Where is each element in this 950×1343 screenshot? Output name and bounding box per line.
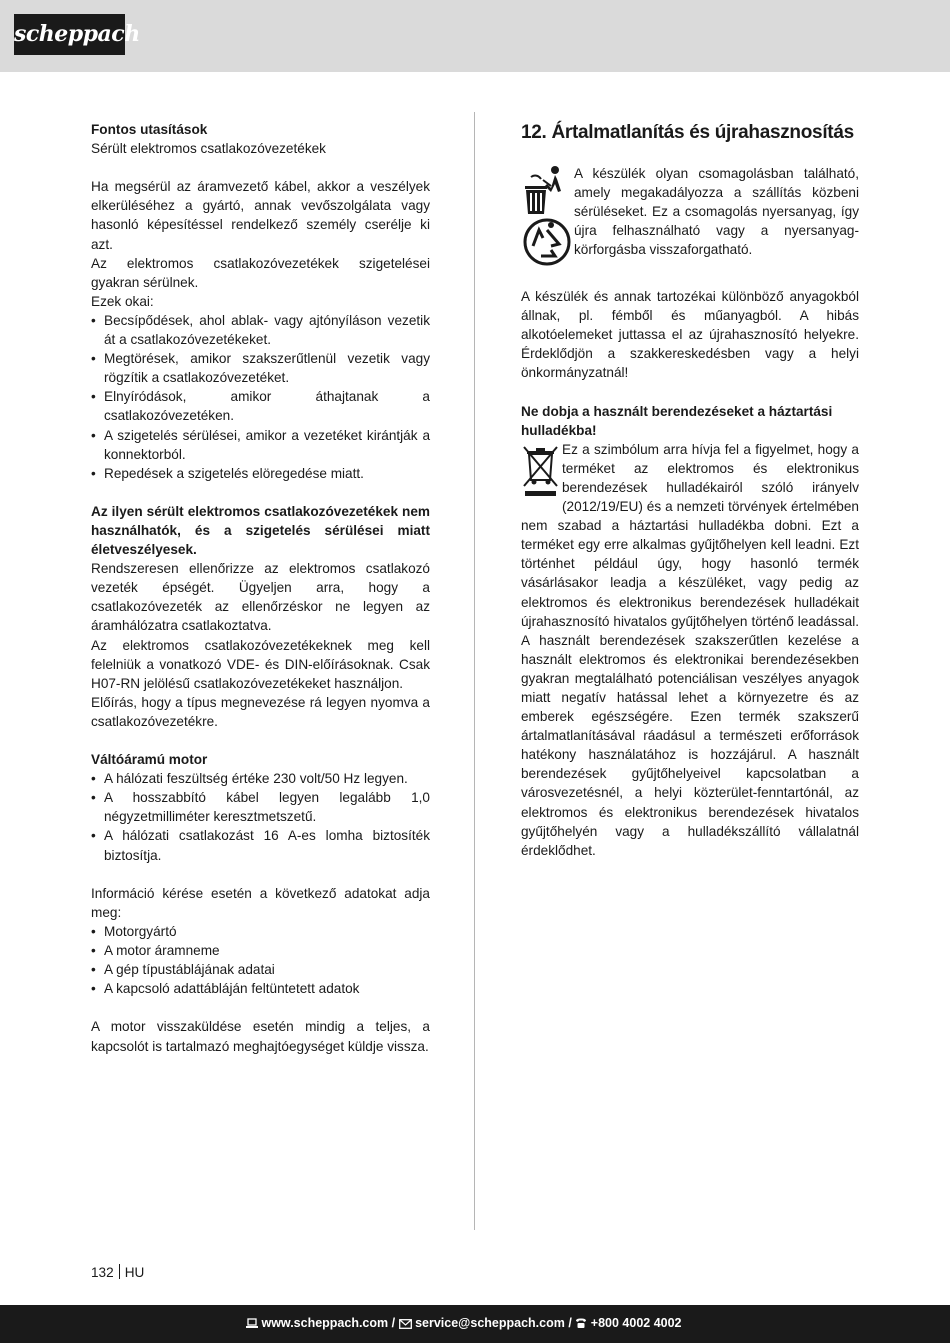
language-code: HU [124,1265,145,1280]
crossed-bin-weee-icon [521,444,560,498]
list-item: • A kapcsoló adattábláján feltüntetett adatok [91,979,430,998]
damaged-cables-subheading: Sérült elektromos csatlakozóvezetékek [91,141,326,157]
laptop-icon [246,1318,258,1329]
section-title: 12. Ártalmatlanítás és újrahasznosítás [521,122,854,143]
email-link[interactable]: service@scheppach.com [415,1316,565,1330]
contact-footer: www.scheppach.com / service@scheppach.com / +800 4002 4002 [0,1305,950,1343]
recycling-icon [521,216,573,268]
causes-intro: Ezek okai: [91,293,154,309]
insulation-paragraph: Az elektromos csatlakozóvezetékek szigetelései gyakran sérülnek. [91,255,430,290]
page-number: 132 [91,1265,114,1280]
page-number-block [91,1263,144,1282]
packaging-text: A készülék olyan csomagolásban található, amely megakadályozza a szállítás közbeni sérüléseket. Ez a csomagolás nyersanyag, így újra felhasználható vagy a nyersanyag-körforgásba visszaforgatható. [574,166,859,258]
weee-heading: Ne dobja a használt berendezéseket a háztartási hulladékba! [521,403,833,438]
brand-logo: scheppach [14,14,125,55]
marking-paragraph: Előírás, hogy a típus megnevezése rá legyen nyomva a csatlakozóvezetékre. [91,694,430,729]
important-heading: Fontos utasítások [91,122,208,137]
causes-list [91,311,430,483]
list-item: • Repedések a szigetelés elöregedése miatt. [91,464,430,483]
cable-replacement-paragraph: Ha megsérül az áramvezető kábel, akkor a veszélyek elkerüléséhez a gyártó, annak vevőszolgálata vagy hasonló képesítéssel rendelkező személy cserélje ki azt. [91,179,430,252]
trash-bin-icon [521,164,573,216]
inspection-paragraph: Rendszeresen ellenőrizze az elektromos csatlakozó vezeték épségét. Ügyeljen arra, hogy a csatlakozóvezeték az ellenőrzéskor ne legyen az áramhálózatra csatlakoztatva. [91,561,430,634]
left-column [91,120,430,1056]
materials-text: A készülék és annak tartozékai különböző anyagokból állnak, pl. fémből és műanyagból. A hibás alkotóelemeket juttassa el az újrahasznosító helyekre. Érdeklődjön a szakkereskedésben vagy a helyi önkormányzatnál! [521,289,859,381]
disposal-icons [521,164,573,268]
list-item: • Megtörések, amikor szakszerűtlenül vezetik vagy rögzítik a csatlakozóvezetéket. [91,349,430,387]
website-link[interactable]: www.scheppach.com [261,1316,389,1330]
info-list [91,922,430,998]
list-item: • Becsípődések, ahol ablak- vagy ajtónyíláson vezetik át a csatlakozóvezetékeket. [91,311,430,349]
motor-list [91,769,430,864]
weee-text: Ez a szimbólum arra hívja fel a figyelmet, hogy a terméket az elektromos és elektronikus berendezések hulladékairól szóló irányelv (2012/19/EU) és a nemzeti törvények értelmében nem szabad a háztartási hulladékba dobni. Ezt a terméket egy erre alkalmas gyűjtőhelyen kell leadni. Ezt történhet például úgy, hogy hasonló termék vásárlásakor leadja a készüléket, vagy pedig az elektromos és elektronikus berendezések hulladékait újrahasznosító hivatalos gyűjtőhelyen történő leadással. A használt berendezések szakszerűtlen kezelése a használt elektromos és elektronikai berendezésekben gyakran megtalálható potenciálisan veszélyes anyagok miatt negatív hatással lehet a környezetre és az emberek egészségére. Ezen termék szakszerű ártalmatlanításával ráadásul a természeti erőforrások hatékony használatához is hozzájárul. A használt berendezések gyűjtőhelyeivel kapcsolatban a városvezetésnél, a helyi közterület-fenntartónál, az elektromos és elektronikus berendezések hivatalos gyűjtőhelyén vagy a hulladékszállító vállalatnál érdeklődhet. [521,441,859,858]
list-item: • A hosszabbító kábel legyen legalább 1,0 négyzetmilliméter keresztmetszetű. [91,788,430,826]
mail-icon [399,1319,412,1329]
return-note: A motor visszaküldése esetén mindig a teljes, a kapcsolót is tartalmazó meghajtóegységet küldje vissza. [91,1019,430,1054]
list-item: • A hálózati feszültség értéke 230 volt/50 Hz legyen. [91,769,430,788]
list-item: • A szigetelés sérülései, amikor a vezetéket kirántják a konnektorból. [91,426,430,464]
list-item: • A motor áramneme [91,941,430,960]
list-item: • Motorgyártó [91,922,430,941]
right-column [521,120,859,860]
danger-warning: Az ilyen sérült elektromos csatlakozóvezetékek nem használhatók, és a szigetelés sérülései miatt életveszélyesek. [91,503,430,558]
standards-paragraph: Az elektromos csatlakozóvezetékeknek meg kell felelniük a vonatkozó VDE- és DIN-előírásoknak. Csak H07-RN jelölésű csatlakozóvezetékeket használjon. [91,637,430,691]
list-item: • A gép típustáblájának adatai [91,960,430,979]
motor-heading: Váltóáramú motor [91,752,208,768]
list-item: • A hálózati csatlakozást 16 A-es lomha biztosíték biztosítja. [91,826,430,864]
list-item: • Elnyíródások, amikor áthajtanak a csatlakozóvezetéken. [91,387,430,425]
phone-icon [575,1318,587,1329]
info-intro: Információ kérése esetén a következő adatokat adja meg: [91,885,430,920]
phone-number[interactable]: +800 4002 4002 [590,1316,682,1330]
page-header [0,0,950,72]
column-divider [474,112,475,1230]
